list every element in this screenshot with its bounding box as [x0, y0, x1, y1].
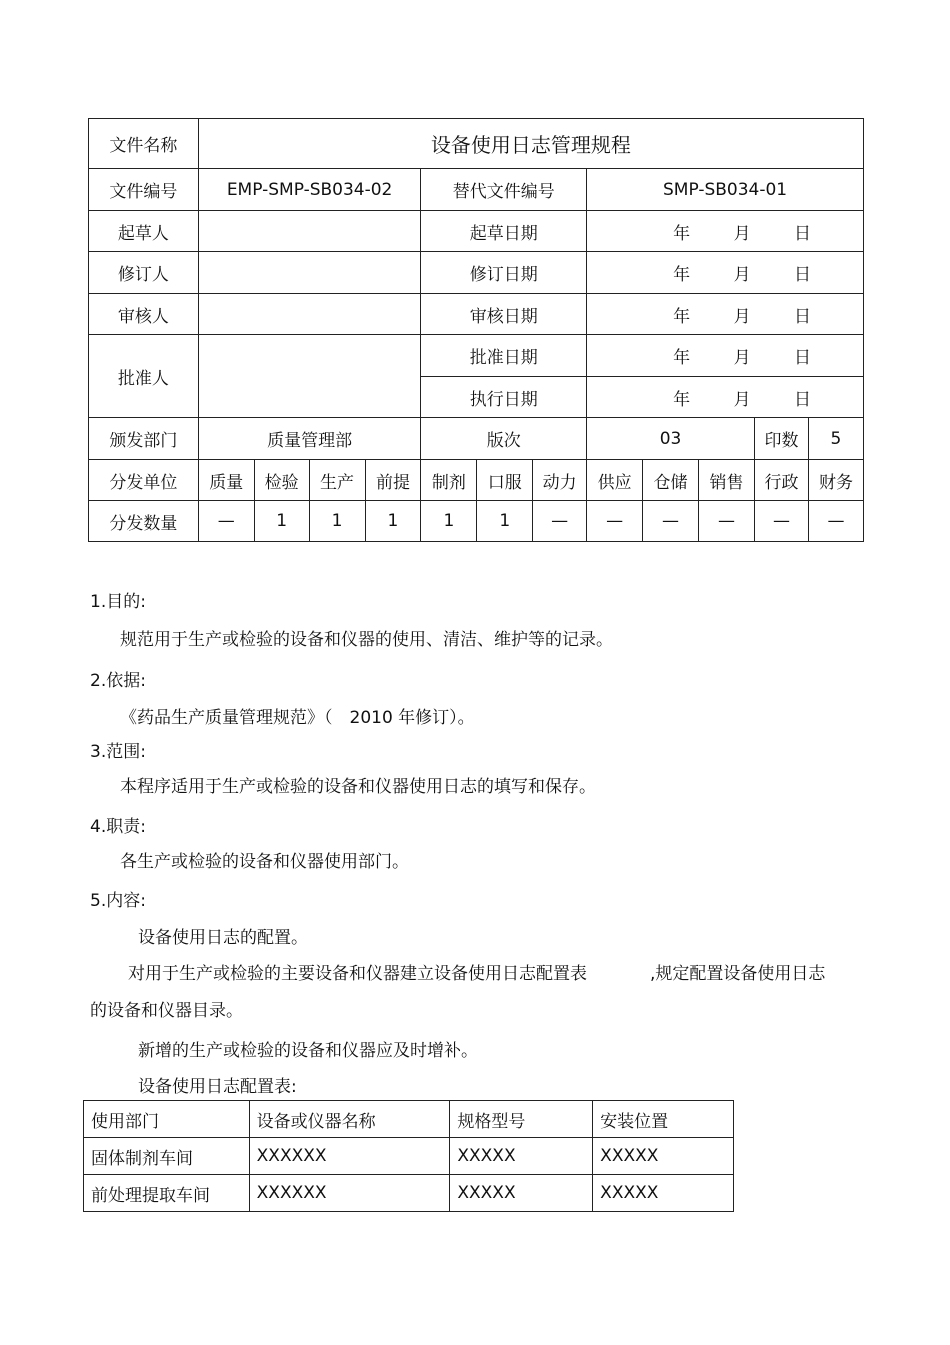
table-cell: 前处理提取车间 [84, 1175, 250, 1212]
dist-qty: — [587, 501, 643, 542]
document-header-table [88, 118, 864, 542]
replace-no: SMP-SB034-01 [587, 169, 864, 211]
dist-unit: 动力 [533, 460, 587, 501]
revise-date-value: 年 月 日 [587, 252, 864, 294]
section-1-title: 1.目的: [90, 592, 146, 612]
dist-qty: — [533, 501, 587, 542]
reviewer-value [198, 294, 421, 335]
doc-no-label: 文件编号 [89, 169, 199, 211]
reviser-value [198, 252, 421, 294]
dist-qty: 1 [421, 501, 477, 542]
dist-unit: 销售 [699, 460, 755, 501]
copies-label: 印数 [754, 418, 808, 460]
review-date-label: 审核日期 [421, 294, 587, 335]
issue-dept-label: 颁发部门 [89, 418, 199, 460]
section-5-para-2c: 的设备和仪器目录。 [90, 1001, 243, 1021]
section-4-title: 4.职责: [90, 817, 146, 837]
section-5-para-1: 设备使用日志的配置。 [138, 928, 308, 948]
table-cell: 固体制剂车间 [84, 1138, 250, 1175]
table-row [84, 1175, 734, 1212]
doc-title: 设备使用日志管理规程 [198, 119, 863, 169]
section-5-para-2b: ,规定配置设备使用日志 [650, 964, 826, 984]
column-header: 安装位置 [593, 1101, 734, 1138]
section-1-text: 规范用于生产或检验的设备和仪器的使用、清洁、维护等的记录。 [120, 630, 613, 650]
section-4-text: 各生产或检验的设备和仪器使用部门。 [120, 852, 409, 872]
dist-qty: 1 [309, 501, 365, 542]
dist-qty: — [754, 501, 808, 542]
reviewer-label: 审核人 [89, 294, 199, 335]
table-cell: XXXXX [450, 1138, 593, 1175]
exec-date-label: 执行日期 [421, 377, 587, 418]
reviser-label: 修订人 [89, 252, 199, 294]
dist-unit: 财务 [808, 460, 863, 501]
copies: 5 [808, 418, 863, 460]
approver-value [198, 335, 421, 418]
dist-unit: 供应 [587, 460, 643, 501]
column-header: 设备或仪器名称 [249, 1101, 450, 1138]
section-3-title: 3.范围: [90, 742, 146, 762]
dist-unit: 行政 [754, 460, 808, 501]
table-cell: XXXXX [593, 1175, 734, 1212]
approve-date-value: 年 月 日 [587, 335, 864, 377]
table-header-row [84, 1101, 734, 1138]
dist-unit-label: 分发单位 [89, 460, 199, 501]
dist-qty: 1 [477, 501, 533, 542]
dist-unit: 前提 [365, 460, 421, 501]
dist-qty: — [198, 501, 254, 542]
revise-date-label: 修订日期 [421, 252, 587, 294]
section-2-title: 2.依据: [90, 671, 146, 691]
table-cell: XXXXXX [249, 1175, 450, 1212]
review-date-value: 年 月 日 [587, 294, 864, 335]
section-5-title: 5.内容: [90, 891, 146, 911]
dist-qty: — [643, 501, 699, 542]
draft-date-label: 起草日期 [421, 211, 587, 252]
config-table [83, 1100, 734, 1212]
dist-qty: — [808, 501, 863, 542]
drafter-value [198, 211, 421, 252]
replace-no-label: 替代文件编号 [421, 169, 587, 211]
draft-date-value: 年 月 日 [587, 211, 864, 252]
dist-unit: 检验 [254, 460, 309, 501]
doc-no: EMP-SMP-SB034-02 [198, 169, 421, 211]
exec-date-value: 年 月 日 [587, 377, 864, 418]
section-5-para-2a: 对用于生产或检验的主要设备和仪器建立设备使用日志配置表 [128, 964, 587, 984]
version: 03 [587, 418, 755, 460]
section-3-text: 本程序适用于生产或检验的设备和仪器使用日志的填写和保存。 [120, 777, 596, 797]
dist-qty: 1 [254, 501, 309, 542]
section-2-text: 《药品生产质量管理规范》（ 2010 年修订）。 [120, 708, 475, 728]
doc-name-label: 文件名称 [89, 119, 199, 169]
column-header: 规格型号 [450, 1101, 593, 1138]
dist-qty: — [699, 501, 755, 542]
dist-unit: 制剂 [421, 460, 477, 501]
table-cell: XXXXX [450, 1175, 593, 1212]
dist-unit: 仓储 [643, 460, 699, 501]
dist-qty: 1 [365, 501, 421, 542]
table-row [84, 1138, 734, 1175]
version-label: 版次 [421, 418, 587, 460]
column-header: 使用部门 [84, 1101, 250, 1138]
drafter-label: 起草人 [89, 211, 199, 252]
section-5-para-3: 新增的生产或检验的设备和仪器应及时增补。 [138, 1041, 478, 1061]
dist-unit: 口服 [477, 460, 533, 501]
dist-qty-label: 分发数量 [89, 501, 199, 542]
approve-date-label: 批准日期 [421, 335, 587, 377]
table-cell: XXXXX [593, 1138, 734, 1175]
dist-unit: 质量 [198, 460, 254, 501]
dist-unit: 生产 [309, 460, 365, 501]
issue-dept: 质量管理部 [198, 418, 421, 460]
approver-label: 批准人 [89, 335, 199, 418]
config-table-caption: 设备使用日志配置表: [138, 1077, 297, 1097]
table-cell: XXXXXX [249, 1138, 450, 1175]
